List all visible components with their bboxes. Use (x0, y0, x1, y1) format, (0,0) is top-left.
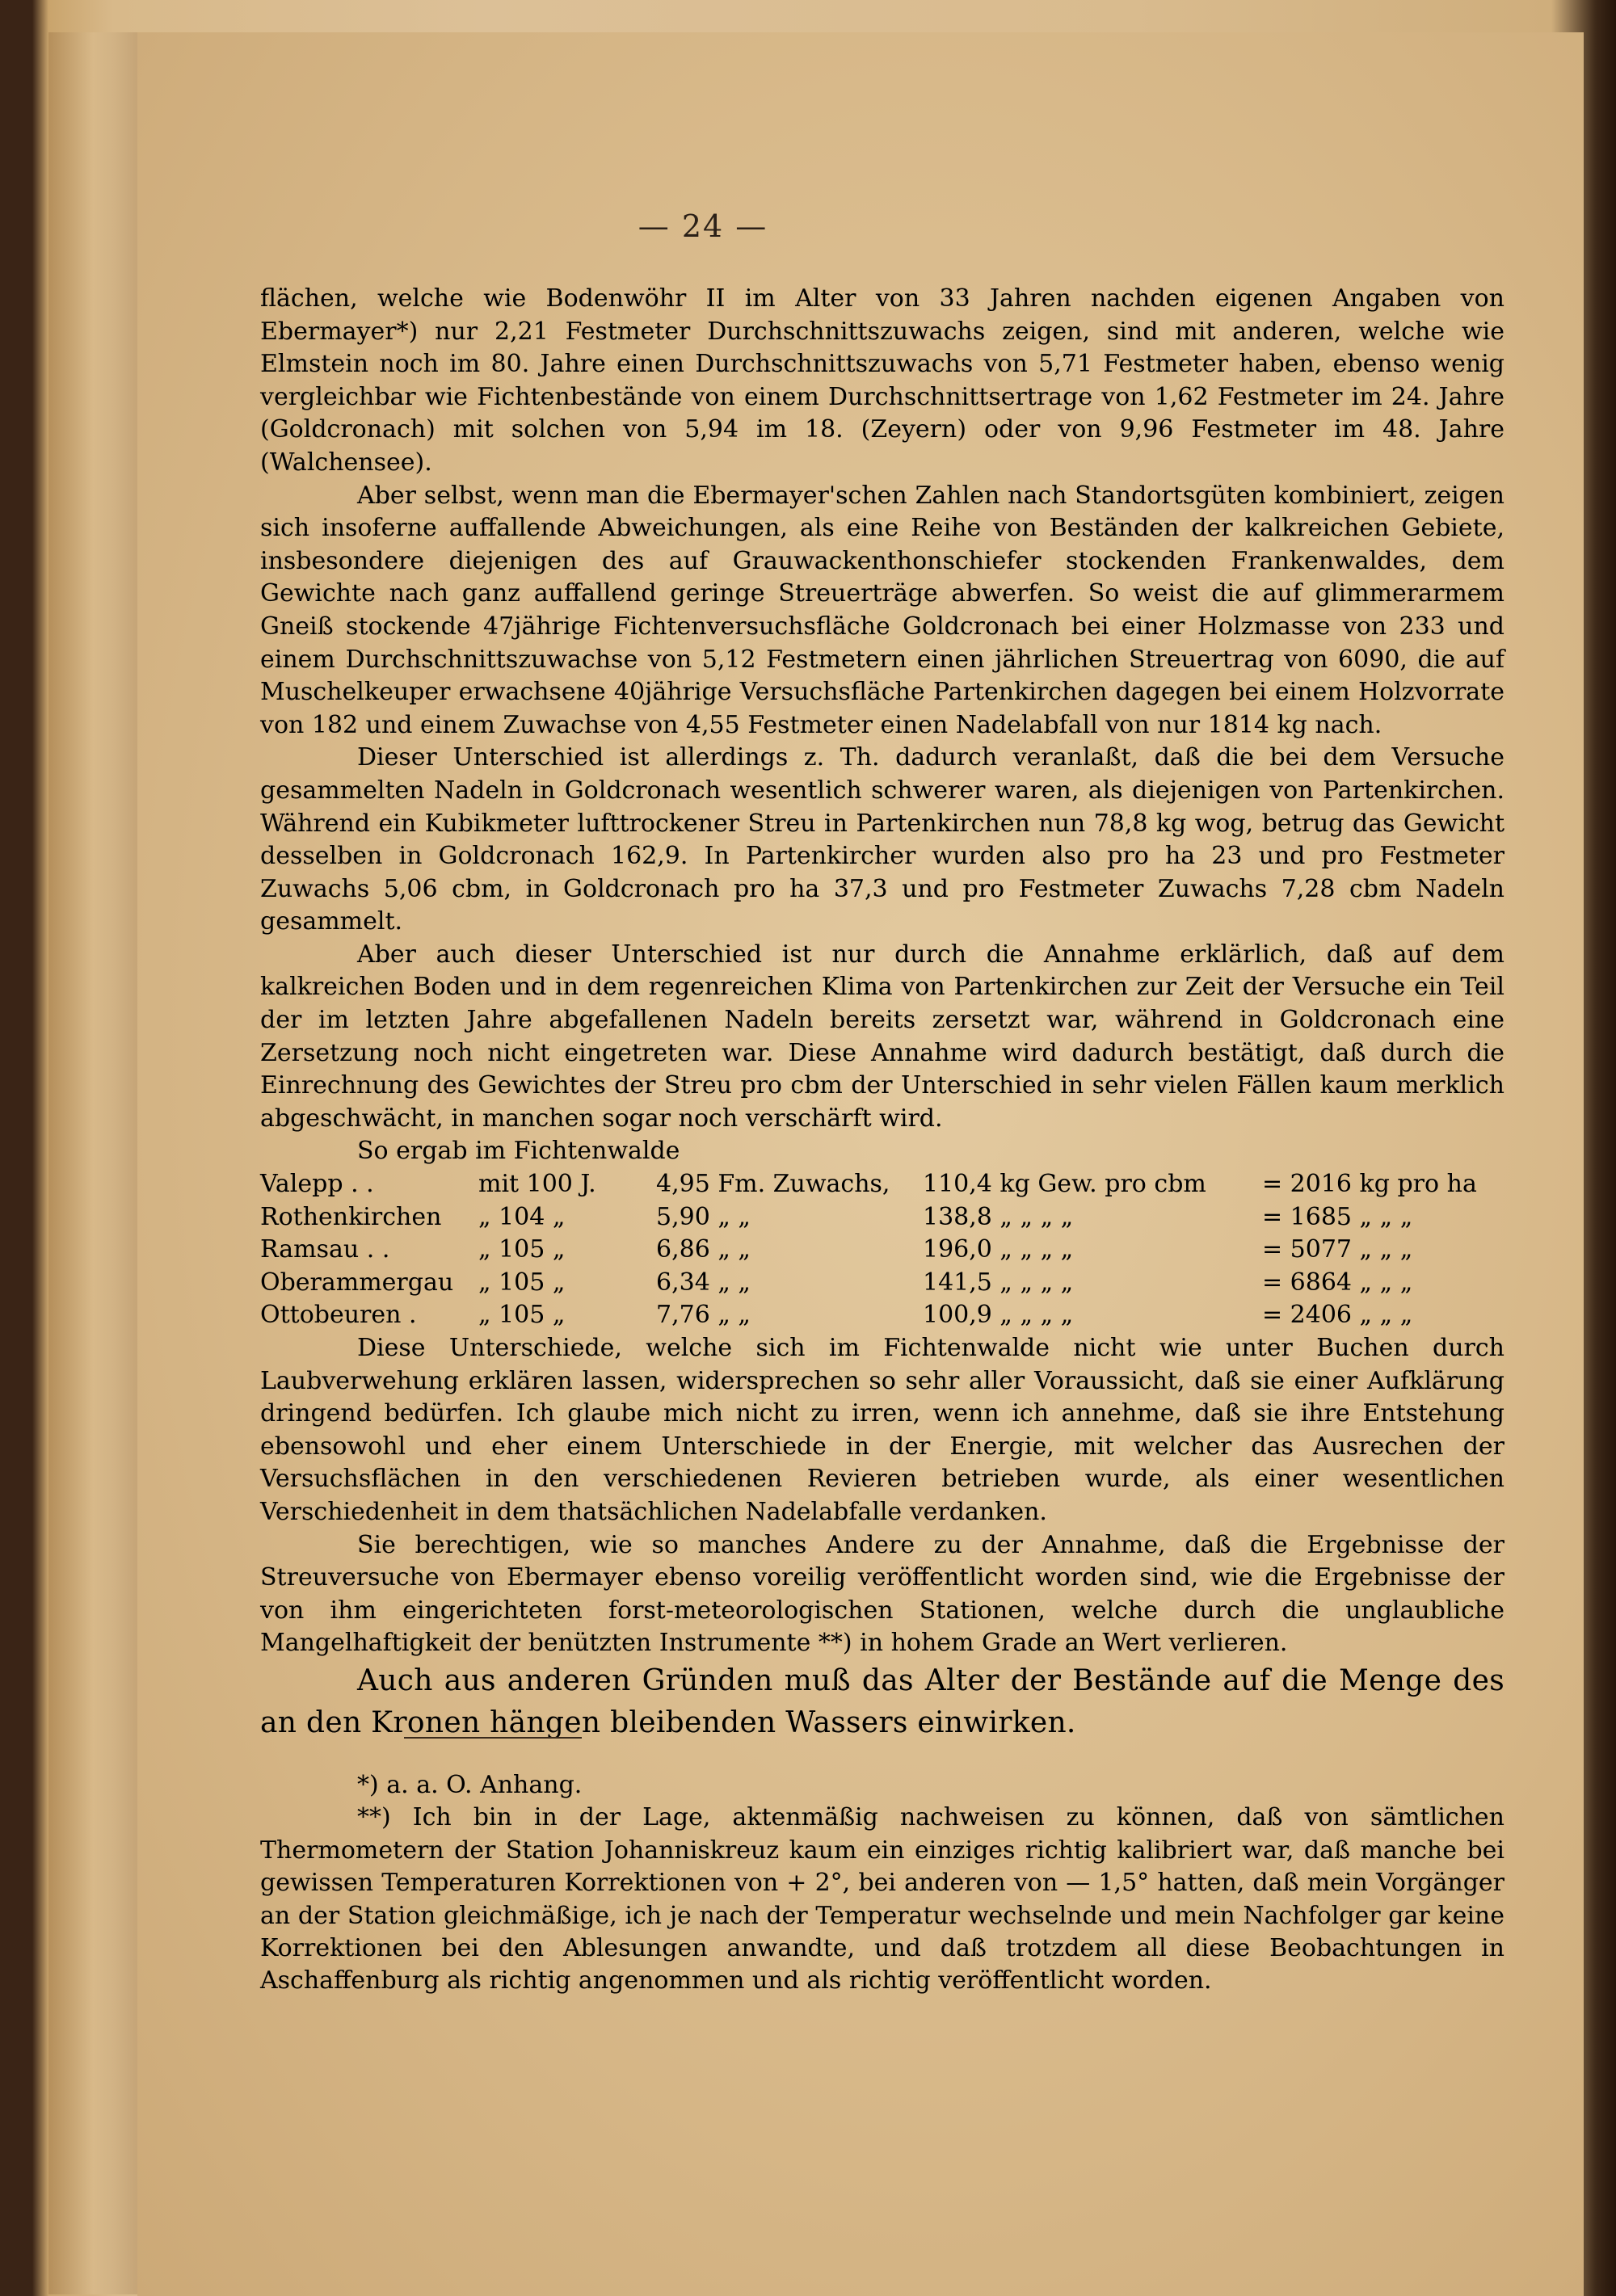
paragraph-3: Dieser Unterschied ist allerdings z. Th. dadurch veranlaßt, daß die bei dem Versuche gesammelten Nadeln in Goldcronach wesentlich schwerer waren, als diejenigen von Partenkirchen. Während ein Kubikmeter lufttrockener Streu in Partenkirchen nun 78,8 kg wog, betrug das Gewicht desselben in Goldcronach 162,9. In Partenkircher wurden also pro ha 23 und pro Festmeter Zuwachs 5,06 cbm, in Goldcronach pro ha 37,3 und pro Festmeter Zuwachs 7,28 cbm Nadeln gesammelt. (260, 743, 1504, 936)
table-cell: 100,9 „ „ „ „ (923, 1301, 1074, 1330)
table-cell: 6,34 „ „ (656, 1268, 751, 1297)
table-row (260, 1168, 1504, 1201)
table-intro: So ergab im Fichtenwalde (357, 1137, 680, 1166)
table-cell: „ 105 „ (478, 1301, 566, 1330)
paragraph-4: Aber auch dieser Unterschied ist nur durch die Annahme erklärlich, daß auf dem kalkreichen Boden und in dem regenreichen Klima von Partenkirchen zur Zeit der Versuche ein Teil der im letzten Jahre abgefallenen Nadeln bereits zersetzt war, während in Goldcronach eine Zersetzung noch nicht eingetreten war. Diese Annahme wird dadurch bestätigt, daß durch die Einrechnung des Gewichtes der Streu pro cbm der Unterschied in sehr vielen Fällen kaum merklich abgeschwächt, in manchen sogar noch verschärft wird. (260, 940, 1504, 1133)
table-cell: = 1685 „ „ „ (1262, 1202, 1413, 1231)
table-row (260, 1234, 1504, 1267)
table-cell: mit 100 J. (478, 1170, 596, 1199)
footnotes (260, 1769, 1504, 1998)
main-text (260, 283, 1504, 1744)
table-cell: 6,86 „ „ (656, 1235, 751, 1264)
table-cell: 5,90 „ „ (656, 1202, 751, 1231)
table-cell: Ramsau . . (260, 1235, 390, 1264)
paragraph-5: Diese Unterschiede, welche sich im Fichtenwalde nicht wie unter Buchen durch Laubverwehung erklären lassen, widersprechen so sehr aller Voraussicht, daß sie einer Aufklärung dringend bedürfen. Ich glaube mich nicht zu irren, wenn ich annehme, daß sie ihre Entstehung ebensowohl und eher einem Unterschiede in der Energie, mit welcher das Ausrechen der Versuchsflächen in den verschiedenen Revieren betrieben wurde, als einer wesentlichen Verschiedenheit in dem thatsächlichen Nadelabfalle verdanken. (260, 1334, 1504, 1526)
table-cell: = 5077 „ „ „ (1262, 1235, 1413, 1264)
footnote-1: *) a. a. O. Anhang. (357, 1771, 583, 1799)
table-row (260, 1299, 1504, 1332)
emphasis-paragraph: Auch aus anderen Gründen muß das Alter der Bestände auf die Menge des an den Kronen hängen bleibenden Wassers einwirken. (260, 1663, 1504, 1739)
table-cell: 138,8 „ „ „ „ (923, 1202, 1074, 1231)
paragraph-6: Sie berechtigen, wie so manches Andere zu der Annahme, daß die Ergebnisse der Streuversuche von Ebermayer ebenso voreilig veröffentlicht worden sind, wie die Ergebnisse der von ihm eingerichteten forst-meteorologischen Stationen, welche durch die unglaubliche Mangelhaftigkeit der benützten Instrumente **) in hohem Grade an Wert verlieren. (260, 1530, 1504, 1658)
page-binding-edge (48, 32, 137, 2294)
paragraph-1: flächen, welche wie Bodenwöhr II im Alter von 33 Jahren nachden eigenen Angaben von Ebermayer*) nur 2,21 Festmeter Durchschnittszuwachs zeigen, sind mit anderen, welche wie Elmstein noch im 80. Jahre einen Durchschnittszuwachs von 5,71 Festmeter haben, ebenso wenig vergleichbar wie Fichtenbestände von einem Durchschnittsertrage von 1,62 Festmeter im 24. Jahre (Goldcronach) mit solchen von 5,94 im 18. (Zeyern) oder von 9,96 Festmeter im 48. Jahre (Walchensee). (260, 284, 1504, 477)
table-row (260, 1267, 1504, 1300)
table-cell: = 6864 „ „ „ (1262, 1268, 1413, 1297)
table-cell: 7,76 „ „ (656, 1301, 751, 1330)
paragraph-2: Aber selbst, wenn man die Ebermayer'schen Zahlen nach Standortsgüten kombiniert, zeigen sich insoferne auffallende Abweichungen, als eine Reihe von Beständen der kalkreichen Gebiete, insbesondere diejenigen des auf Grauwackenthonschiefer stockenden Frankenwaldes, dem Gewichte nach ganz auffallend geringe Streuerträge abwerfen. So weist die auf glimmerarmem Gneiß stockende 47jährige Fichtenversuchsfläche Goldcronach bei einer Holzmasse von 233 und einem Durchschnittszuwachse von 5,12 Festmetern einen jährlichen Streuertrag von 6090, die auf Muschelkeuper erwachsene 40jährige Versuchsfläche Partenkirchen dagegen bei einem Holzvorrate von 182 und einem Zuwachse von 4,55 Festmeter einen Nadelabfall von nur 1814 kg nach. (260, 481, 1504, 739)
table-cell: 196,0 „ „ „ „ (923, 1235, 1074, 1264)
litter-yield-table (260, 1168, 1504, 1332)
table-cell: 110,4 kg Gew. pro cbm (923, 1170, 1206, 1199)
footnote-divider (404, 1737, 582, 1739)
table-cell: „ 105 „ (478, 1268, 566, 1297)
table-cell: Oberammergau (260, 1268, 454, 1297)
table-cell: Ottobeuren . (260, 1301, 417, 1330)
page-number: — 24 — (638, 208, 768, 244)
table-cell: = 2406 „ „ „ (1262, 1301, 1413, 1330)
table-cell: „ 105 „ (478, 1235, 566, 1264)
table-cell: „ 104 „ (478, 1202, 566, 1231)
table-cell: = 2016 kg pro ha (1262, 1170, 1477, 1199)
footnote-2: **) Ich bin in der Lage, aktenmäßig nachweisen zu können, daß von sämtlichen Thermometern der Station Johanniskreuz kaum ein einziges richtig kalibriert war, daß manche bei gewissen Temperaturen Korrektionen von + 2°, bei anderen von — 1,5° hatten, daß mein Vorgänger an der Station gleichmäßige, ich je nach der Temperatur wechselnde und mein Nachfolger gar keine Korrektionen bei den Ablesungen anwandte, und daß trotzdem all diese Beobachtungen in Aschaffenburg als richtig angenommen und als richtig veröffentlicht worden. (260, 1803, 1504, 1995)
table-row (260, 1201, 1504, 1234)
table-cell: Valepp . . (260, 1170, 374, 1199)
table-cell: 141,5 „ „ „ „ (923, 1268, 1074, 1297)
table-cell: Rothenkirchen (260, 1202, 442, 1231)
table-cell: 4,95 Fm. Zuwachs, (656, 1170, 890, 1199)
